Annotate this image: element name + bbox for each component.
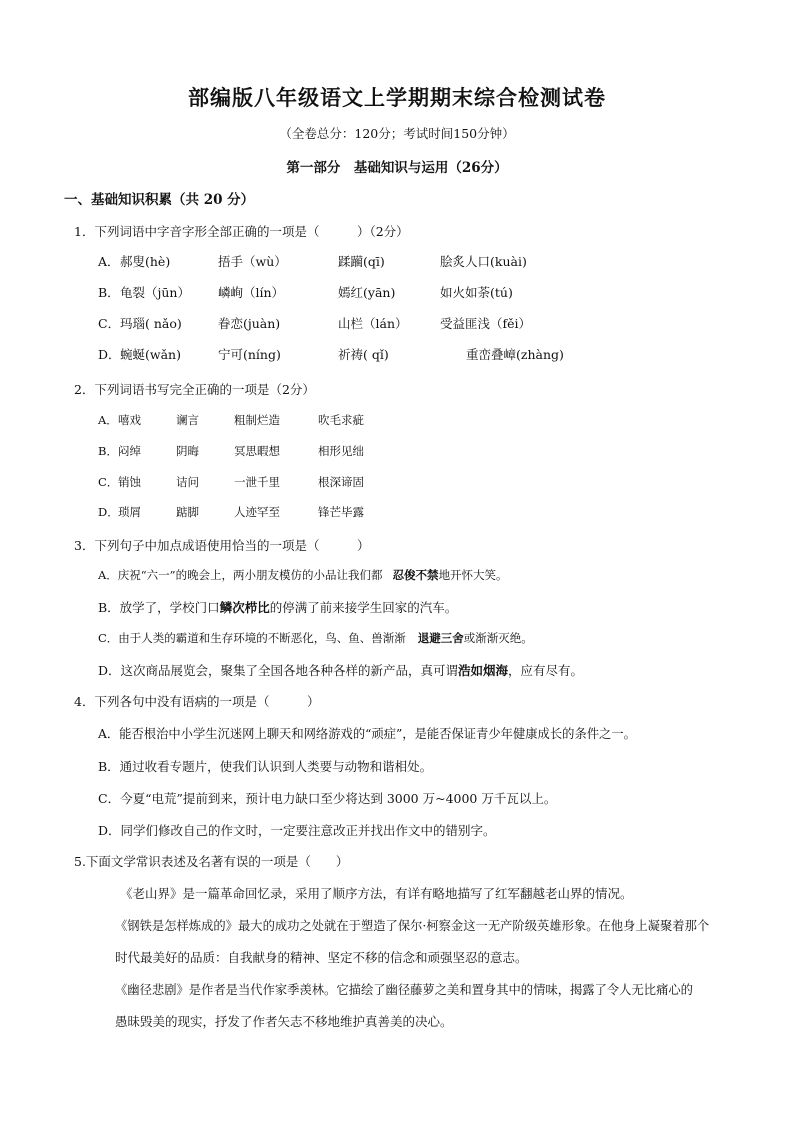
q1-option-d-item: 重峦叠嶂(zhàng): [466, 347, 564, 362]
q2-option-c-item: 一泄千里: [234, 475, 280, 489]
question-3-stem: 3．下列句子中加点成语使用恰当的一项是（ ）: [74, 538, 370, 553]
q1-option-d-label: D．: [98, 347, 121, 362]
section-heading: 一、基础知识积累（共 20 分）: [64, 192, 255, 208]
q3-option-c-idiom: 退避三舍: [417, 631, 464, 645]
q5-statement-2-cont: 时代最美好的品质：自我献身的精神、坚定不移的信念和顽强坚忍的意志。: [115, 950, 528, 965]
q1-option-a-item: 捂手（wù）: [218, 254, 287, 269]
q5-statement-1: 《老山界》是一篇革命回忆录，采用了顺序方法，有详有略地描写了红军翻越老山界的情况。: [120, 886, 633, 901]
q2-option-c-item: 根深谛固: [318, 475, 364, 489]
q2-option-d-item: 人迹罕至: [234, 505, 280, 519]
q1-option-d-item: 蜿蜒(wǎn): [120, 347, 181, 362]
q4-option-c: C．今夏“电荒”提前到来，预计电力缺口至少将达到 3000 万~4000 万千瓦以上。: [98, 791, 557, 806]
q4-option-a: A．能否根治中小学生沉迷网上聊天和网络游戏的“顽症”，是能否保证青少年健康成长的条件之一。: [98, 727, 636, 741]
q1-option-c-item: 眷恋(juàn): [218, 316, 281, 331]
q5-statement-3: 《幽径悲剧》是作者是当代作家季羡林。它描绘了幽径藤萝之美和置身其中的情味，揭露了令人无比痛心的: [115, 983, 693, 997]
q3-option-b-idiom: 鳞次栉比: [219, 600, 270, 615]
q1-option-a-label: A．: [98, 254, 120, 269]
q1-option-b-item: 如火如荼(tú): [440, 285, 513, 300]
q1-option-a-item: 郝叟(hè): [120, 254, 171, 269]
q2-option-c-item: 销蚀: [118, 475, 141, 489]
q3-option-c-text: C．由于人类的霸道和生存环境的不断恶化，鸟、鱼、兽渐渐: [98, 631, 406, 645]
q1-option-a-item: 蹂躏(qī): [338, 254, 385, 269]
q2-option-d-item: 琐屑: [118, 505, 141, 519]
q3-option-a-idiom: 忍俊不禁: [392, 568, 439, 582]
q1-option-c-item: 山栏（lán）: [338, 316, 408, 331]
q4-option-d: D．同学们修改自己的作文时，一定要注意改正并找出作文中的错别字。: [98, 823, 496, 838]
q2-option-b-item: 阴晦: [176, 444, 199, 458]
q2-option-d-item: 锋芒毕露: [318, 505, 364, 519]
q3-option-c-text-end: 或渐渐灭绝。: [463, 631, 533, 645]
q5-statement-3-cont: 愚昧毁美的现实，抒发了作者矢志不移地维护真善美的决心。: [115, 1014, 453, 1029]
q2-option-b-item: 相形见绌: [318, 444, 364, 458]
q2-option-c-label: C．: [98, 475, 119, 489]
q3-option-c: [98, 630, 533, 646]
exam-info: （全卷总分：120分；考试时间150分钟）: [279, 126, 515, 141]
q1-option-d-item: 祈祷( qǐ): [338, 347, 389, 362]
q1-option-b-item: 龟裂（jūn）: [120, 285, 190, 300]
q1-option-d-item: 宁可(níng): [218, 347, 281, 362]
q3-option-d-text-end: ，应有尽有。: [508, 663, 584, 678]
question-5-stem: 5.下面文学常识表述及名著有误的一项是（ ）: [74, 854, 349, 869]
q2-option-a-label: A．: [98, 413, 118, 427]
question-4-stem: 4．下列各句中没有语病的一项是（ ）: [74, 694, 320, 709]
part-heading: 第一部分 基础知识与运用（26分）: [286, 160, 508, 176]
q2-option-b-label: B．: [98, 444, 118, 458]
q2-option-d-label: D．: [98, 505, 119, 519]
question-1-stem: 1．下列词语中字音字形全部正确的一项是（ ）（2分）: [74, 224, 409, 239]
q2-option-a-item: 谰言: [176, 413, 199, 427]
q1-option-c-item: 受益匪浅（fěi）: [440, 316, 532, 331]
q3-option-d: [98, 661, 583, 679]
page-title: 部编版八年级语文上学期期末综合检测试卷: [188, 86, 606, 110]
q3-option-b-text-end: 的停满了前来接学生回家的汽车。: [269, 600, 458, 615]
q2-option-a-item: 吹毛求疵: [318, 413, 364, 427]
q1-option-b-item: 嫣红(yān): [338, 285, 396, 300]
q3-option-d-idiom: 浩如烟海: [458, 663, 509, 678]
q1-option-b-item: 嶙峋（lín）: [218, 285, 285, 300]
q3-option-a-text: A．庆祝“六一”的晚会上，两小朋友模仿的小品让我们都: [98, 568, 383, 582]
q3-option-d-text: D．这次商品展览会，聚集了全国各地各种各样的新产品，真可谓: [98, 663, 459, 678]
q2-option-d-item: 踮脚: [176, 505, 199, 519]
q2-option-b-item: 冥思暇想: [234, 444, 280, 458]
q3-option-a: [98, 567, 508, 583]
q1-option-b-label: B．: [98, 285, 120, 300]
q5-statement-2: 《钢铁是怎样炼成的》最大的成功之处就在于塑造了保尔·柯察金这一无产阶级英雄形象。在他身上凝聚着那个: [115, 919, 710, 933]
q3-option-b: [98, 598, 457, 616]
q2-option-b-item: 闷绰: [118, 444, 141, 458]
q2-option-a-item: 粗制烂造: [234, 413, 280, 427]
q2-option-a-item: 嘻戏: [118, 413, 141, 427]
q1-option-a-item: 脍炙人口(kuài): [440, 254, 527, 269]
q4-option-b: B．通过收看专题片，使我们认识到人类要与动物和谐相处。: [98, 759, 433, 774]
question-2-stem: 2．下列词语书写完全正确的一项是（2分）: [74, 382, 315, 397]
q2-option-c-item: 诘问: [176, 475, 199, 489]
q1-option-c-label: C．: [98, 316, 121, 331]
q3-option-b-text: B．放学了，学校门口: [98, 600, 220, 615]
q3-option-a-text-end: 地开怀大笑。: [438, 568, 508, 582]
q1-option-c-item: 玛瑙( nǎo): [120, 316, 182, 331]
